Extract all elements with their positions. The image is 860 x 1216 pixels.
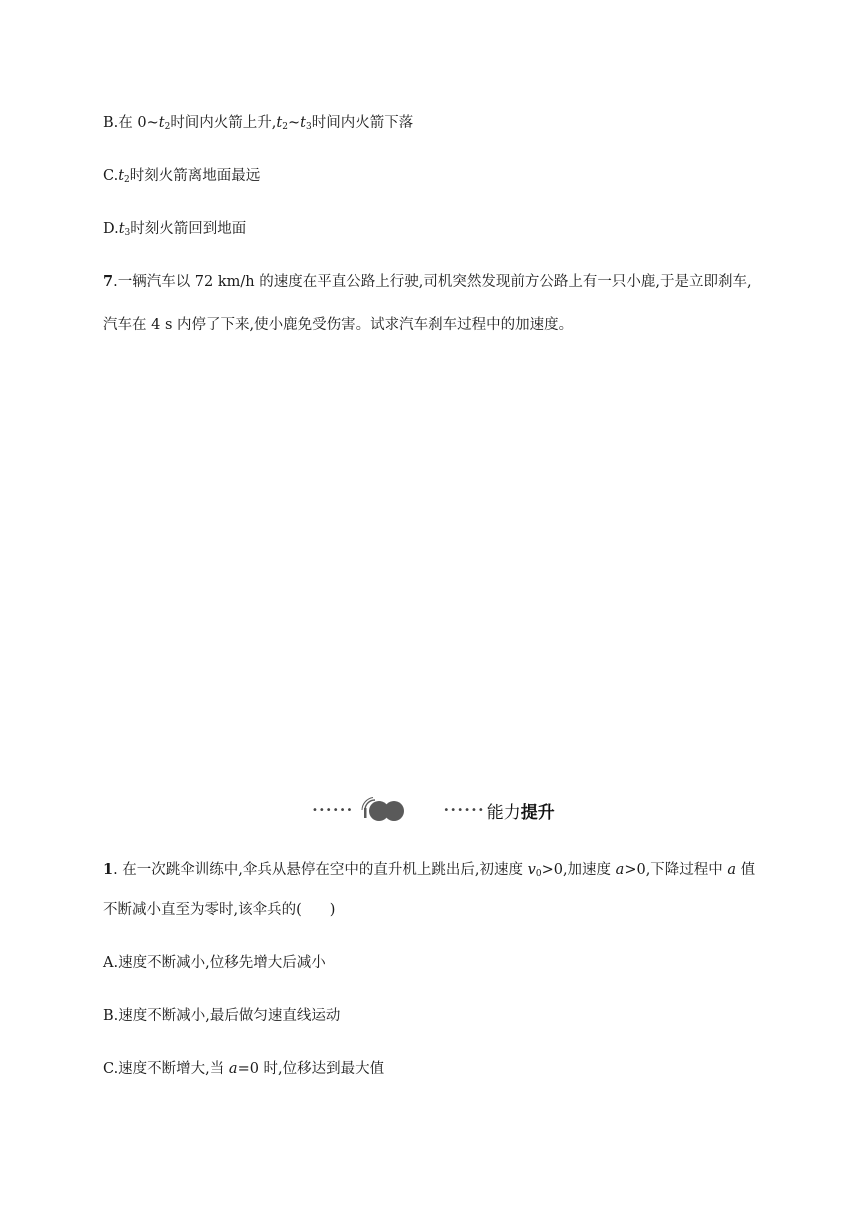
var-v: v bbox=[527, 862, 536, 878]
var-t: t bbox=[300, 115, 306, 131]
q7-line-1 bbox=[103, 272, 752, 292]
subscript: 3 bbox=[124, 228, 131, 238]
q6-option-d bbox=[103, 219, 246, 239]
text: =0 时,位移达到最大值 bbox=[237, 1061, 385, 1077]
text: 不断减小直至为零时,该伞兵的( bbox=[103, 902, 302, 918]
subscript: 2 bbox=[282, 122, 288, 132]
text: 时刻火箭回到地面 bbox=[130, 221, 247, 237]
dots-decoration: •••••• bbox=[312, 804, 354, 816]
text: 时间内火箭上升, bbox=[170, 115, 277, 131]
text: ) bbox=[329, 902, 336, 918]
subscript: 3 bbox=[305, 122, 312, 132]
p1-option-c bbox=[103, 1059, 384, 1079]
var-a: a bbox=[615, 862, 625, 878]
p1-option-a: A.速度不断减小,位移先增大后减小 bbox=[103, 955, 326, 971]
question-number: 7 bbox=[103, 273, 114, 290]
var-t: t bbox=[276, 115, 283, 131]
text: >0,下降过程中 bbox=[624, 862, 728, 878]
q6-option-c bbox=[103, 166, 260, 186]
text: ~ bbox=[287, 115, 301, 131]
title-part: 提升 bbox=[520, 802, 555, 823]
question-number: 1 bbox=[103, 861, 114, 878]
q7-line-2 bbox=[103, 315, 573, 335]
section-badge-icon bbox=[359, 796, 409, 824]
text: 值 bbox=[736, 862, 756, 878]
text: . 在一次跳伞训练中,伞兵从悬停在空中的直升机上跳出后,初速度 bbox=[113, 862, 528, 878]
text: C. bbox=[103, 168, 119, 184]
text: D. bbox=[103, 221, 119, 237]
var-t: t bbox=[118, 168, 125, 184]
var-a: a bbox=[228, 1061, 238, 1077]
text: 时间内火箭下落 bbox=[311, 115, 414, 131]
p1-option-b: B.速度不断减小,最后做匀速直线运动 bbox=[103, 1008, 341, 1024]
text: 4 s bbox=[151, 317, 173, 333]
p1-line-1 bbox=[103, 860, 755, 880]
var-t: t bbox=[118, 221, 125, 237]
section-header bbox=[312, 795, 555, 825]
p1-line-2 bbox=[103, 900, 335, 920]
title-part: 能力 bbox=[486, 802, 521, 823]
section-title bbox=[487, 798, 555, 823]
subscript: 2 bbox=[124, 175, 130, 185]
q6-option-b bbox=[103, 113, 413, 133]
var-a: a bbox=[727, 862, 737, 878]
dots-decoration: •••••• bbox=[443, 804, 485, 816]
text: 汽车在 bbox=[103, 317, 152, 333]
var-t: t bbox=[158, 115, 165, 131]
text: C.速度不断增大,当 bbox=[103, 1061, 229, 1077]
text: >0,加速度 bbox=[541, 862, 616, 878]
text: B.在 0~ bbox=[103, 115, 159, 131]
text: 时刻火箭离地面最远 bbox=[129, 168, 261, 184]
subscript: 2 bbox=[164, 122, 171, 132]
text: 内停了下来,使小鹿免受伤害。试求汽车刹车过程中的加速度。 bbox=[172, 317, 574, 333]
subscript: 0 bbox=[535, 869, 542, 879]
text: .一辆汽车以 72 km/h 的速度在平直公路上行驶,司机突然发现前方公路上有一只小鹿,于是立即刹车, bbox=[113, 274, 752, 290]
